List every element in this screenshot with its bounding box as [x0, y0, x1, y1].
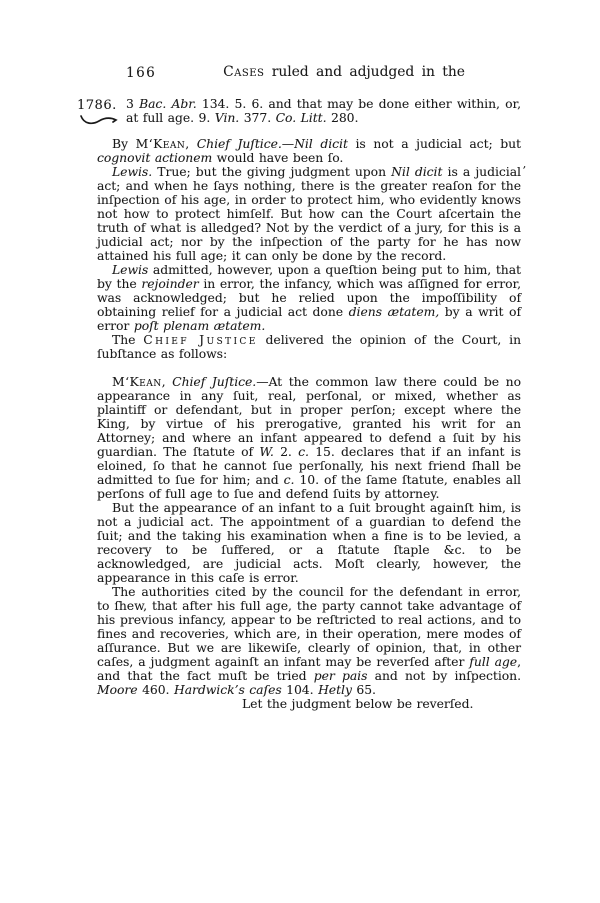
text-run: is not a judicial act; but — [347, 137, 521, 151]
text-run: by a writ of error — [97, 305, 521, 333]
text-run: Vin. — [214, 111, 240, 125]
text-run: Bac. Abr. — [139, 97, 197, 111]
text-run: Moore — [97, 683, 138, 697]
text-run: cognovit actionem — [97, 151, 213, 165]
text-run: poſt plenam ætatem. — [133, 319, 266, 333]
text-run: and not by inſpection. — [367, 669, 522, 683]
text-run: By — [112, 137, 136, 151]
text-run: delivered the opinion of the Court, in ſubſtance as follows: — [97, 333, 521, 361]
text-run: 134. 5. 6. and that may be done either within, or, at full age. 9. — [126, 97, 521, 125]
text-run: 65. — [351, 683, 376, 697]
text-run: , — [161, 375, 173, 389]
text-run: Let the judgment below be reverſed. — [242, 697, 474, 711]
opinion-authorities — [97, 585, 521, 697]
body-text — [97, 97, 521, 711]
text-run: The authorities cited by the council for the defendant in error, to ſhew, that after his full age, the party cannot take advantage of his previous infancy, appear to be reſtricted to real actions, and to fines and recoveries, which are, in their operation, mere modes of aſſurance. But we are likewiſe, clearly of opinion, that, in other caſes, a judgment againſt an infant may be reverſed after — [97, 585, 521, 669]
text-run: — — [281, 137, 295, 151]
text-run: Cases — [223, 64, 265, 80]
text-run: Lewis. — [112, 165, 153, 179]
text-run: Chief Juſtice. — [196, 137, 282, 151]
text-run: diens ætatem, — [348, 305, 440, 319]
text-run: 15. declares that if an infant is eloined, ſo that he cannot ſue perſonally, his next friend ſhall be admitted to ſue for him; and — [97, 445, 521, 487]
text-run: per pais — [313, 669, 368, 683]
lewis-admission — [97, 263, 521, 333]
text-run: 377. — [239, 111, 276, 125]
text-run: is a judicial act; and when he ſays nothing, there is the greater reaſon for the inſpection of his age, in order to protect him, who evidently knows not how to protect himſelf. But how can the Court aſcertain the truth of what is alledged? Not by the verdict of a jury, for this is a judicial act; nor by the inſpection of the party for he has now attained his full age; it can only be done by the record. — [97, 165, 521, 263]
running-head — [97, 64, 521, 80]
text-run: 460. — [137, 683, 174, 697]
page-header — [97, 64, 521, 84]
opinion-judicial-acts — [97, 501, 521, 585]
text-run: would have been ſo. — [212, 151, 344, 165]
text-run: 280. — [326, 111, 359, 125]
text-run: True; but the giving judgment upon — [152, 165, 392, 179]
mckean-statement — [97, 137, 521, 165]
ink-speck: ’ — [521, 163, 527, 178]
text-run: W. — [259, 445, 274, 459]
lewis-argument — [97, 165, 521, 263]
text-run: —At the common law there could be no appearance in any ſuit, real, perſonal, or mixed, whether as plaintiff or defendant, but in proper perſon; except where the King, by virtue of his prerogative, granted his writ for an Attorney; and where an infant appeared to defend a ſuit by his guardian. The ſtatute of — [97, 375, 521, 459]
text-run: Chief Juſtice. — [172, 375, 257, 389]
text-run: Hardwick’s caſes — [173, 683, 282, 697]
text-run: ruled and adjudged in the — [264, 64, 465, 80]
text-run: , and that the fact muſt be tried — [97, 655, 522, 683]
text-run: Lewis — [112, 263, 149, 277]
text-run: Nil dicit — [391, 165, 443, 179]
text-run: Nil dicit — [294, 137, 348, 151]
margin-year: 1786. — [77, 98, 117, 113]
text-run: admitted, however, upon a queſtion being put to him, that by the — [97, 263, 521, 291]
citation-note — [126, 97, 521, 125]
text-run: Co. Litt. — [275, 111, 327, 125]
court-opinion-intro — [97, 333, 521, 361]
text-run: 2. — [273, 445, 299, 459]
text-run: M‘Kean — [112, 375, 162, 389]
text-run: 10. of the ſame ſtatute, enables all perſons of full age to ſue and defend ſuits by attorney. — [97, 473, 521, 501]
text-run: in error, the infancy, which was aſſigned for error, was acknowledged; but he relied upon the impoſſibility of obtaining relief for a judicial act done — [97, 277, 521, 319]
opinion-common-law — [97, 375, 521, 501]
text-run: M‘Kean — [135, 137, 186, 151]
text-run: 104. — [281, 683, 319, 697]
text-run: full age — [469, 655, 518, 669]
text-run: c. — [298, 445, 309, 459]
text-run: , — [185, 137, 197, 151]
text-run: Hetly — [318, 683, 352, 697]
text-run: rejoinder — [141, 277, 199, 291]
text-run: But the appearance of an infant to a ſuit brought againſt him, is not a judicial act. The appointment of a guardian to defend the ſuit; and the taking his examination when a fine is to be levied, a recovery to be ſuffered, or a ſtatute ſtaple &c. to be acknowledged, are judicial acts. Moſt clearly, however, the appearance in this caſe is error. — [97, 501, 521, 585]
page-number: 166 — [126, 65, 157, 81]
text-run: c. — [283, 473, 295, 487]
text-run: 3 — [126, 97, 140, 111]
judgment-line — [242, 697, 521, 711]
text-run: Chief Justice — [143, 333, 258, 347]
text-run: The — [112, 333, 144, 347]
